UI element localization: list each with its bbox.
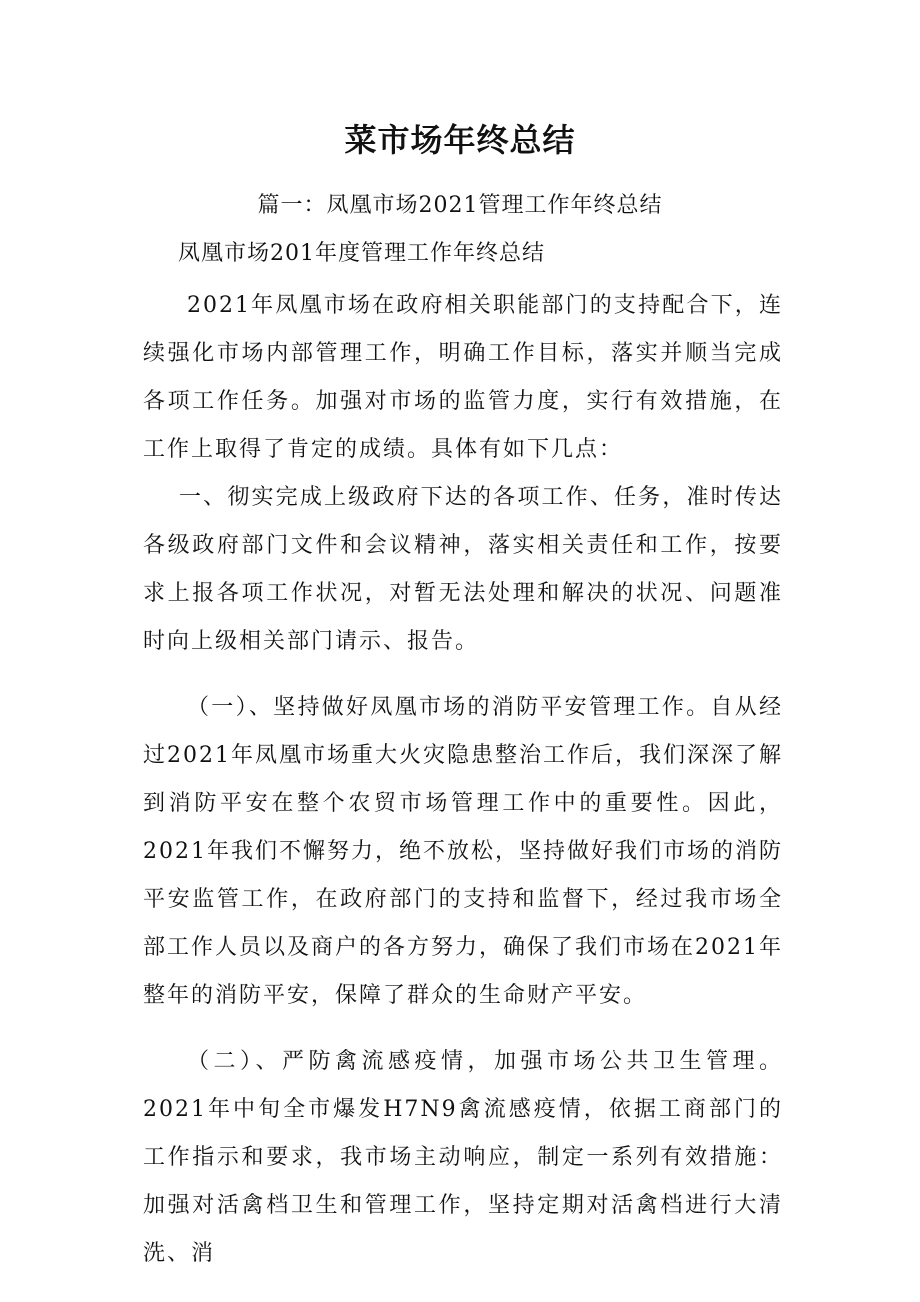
- document-title: 菜市场年终总结: [344, 121, 576, 159]
- paragraph-1: 2021年凤凰市场在政府相关职能部门的支持配合下，连续强化市场内部管理工作，明确工作目标，落实并顺当完成各项工作任务。加强对市场的监管力度，实行有效措施，在工作上取得了肯定的成绩。具体有如下几点：: [143, 293, 783, 462]
- paragraph-4: （二）、严防禽流感疫情，加强市场公共卫生管理。2021年中旬全市爆发H7N9禽流感疫情，依据工商部门的工作指示和要求，我市场主动响应，制定一系列有效措施：加强对活禽档卫生和管理工作，坚持定期对活禽档进行大清洗、消: [143, 1049, 783, 1266]
- document-subtitle: 篇一：凤凰市场2021管理工作年终总结: [257, 193, 663, 218]
- document-body: [143, 282, 783, 1278]
- document-subhead: 凤凰市场201年度管理工作年终总结: [178, 241, 545, 266]
- paragraph-2: 一、彻实完成上级政府下达的各项工作、任务，准时传达各级政府部门文件和会议精神，落实相关责任和工作，按要求上报各项工作状况，对暂无法处理和解决的状况、问题准时向上级相关部门请示、报告。: [143, 485, 783, 654]
- paragraph-3: （一）、坚持做好凤凰市场的消防平安管理工作。自从经过2021年凤凰市场重大火灾隐患整治工作后，我们深深了解到消防平安在整个农贸市场管理工作中的重要性。因此，2021年我们不懈努力，绝不放松，坚持做好我们市场的消防平安监管工作，在政府部门的支持和监督下，经过我市场全部工作人员以及商户的各方努力，确保了我们市场在2021年整年的消防平安，保障了群众的生命财产平安。: [143, 695, 783, 1008]
